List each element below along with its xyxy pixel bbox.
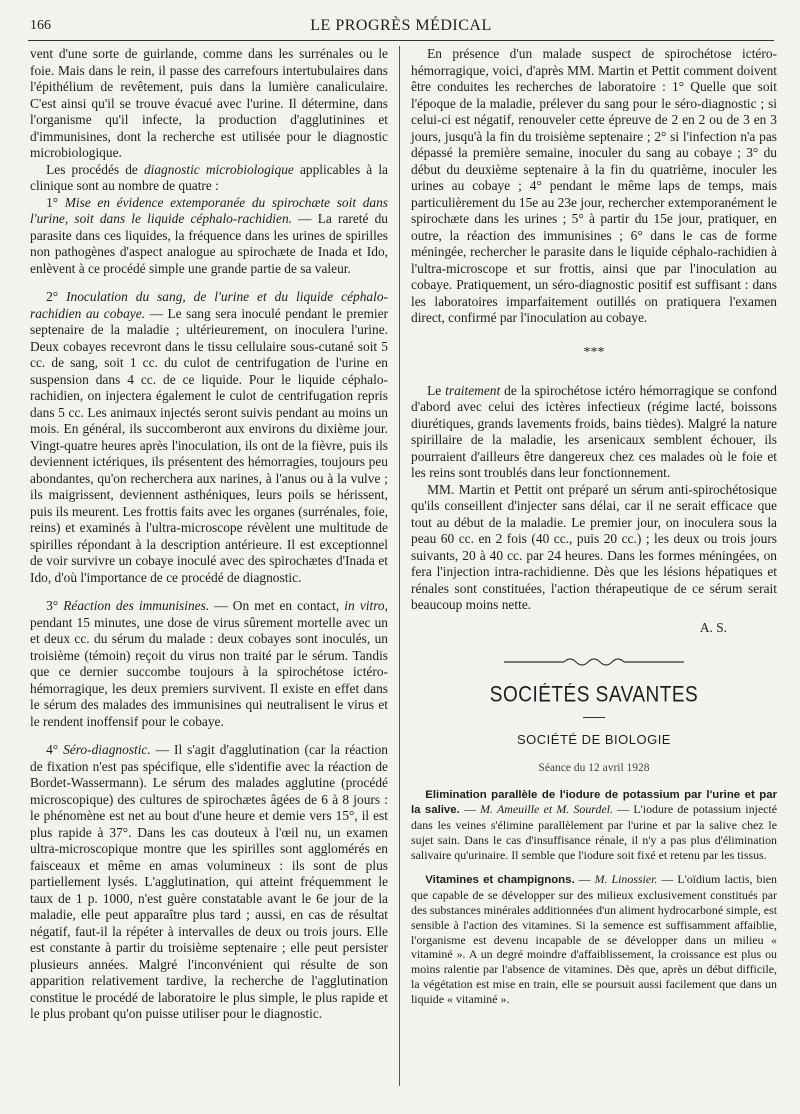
text: 2° bbox=[46, 289, 67, 304]
paragraph bbox=[30, 289, 388, 586]
page-number: 166 bbox=[30, 18, 51, 33]
paragraph bbox=[30, 742, 388, 1023]
text: 4° bbox=[46, 742, 64, 757]
abstract-authors: M. Linossier. bbox=[594, 872, 658, 887]
paragraph: vent d'une sorte de guirlande, comme dans les surrénales ou le foie. Mais dans le rein, il passe des carrefours intertubulaires dans l'épithélium de revêtement, puis dans la lumière canaliculaire. C'est ainsi qu'il se trouve évacué avec l'urine. Il détermine, dans l'organisme qu'il infecte, la production d'agglutinines et d'immunisines, dont la recherche est utilisée pour le diagnostic microbiologique. bbox=[30, 46, 388, 160]
paragraph bbox=[30, 598, 388, 730]
emphasis: Inoculation du sang, de l'urine et du liquide céphalo-rachidien au cobaye. bbox=[30, 289, 388, 321]
text: 3° bbox=[46, 598, 64, 613]
right-column bbox=[411, 46, 777, 1007]
abstract-text: — L'oïdium lactis, bien que capable de se développer sur des milieux exclusivement constitués par des substances minérales additionnées d'un aliment hydrocarboné simple, est sensible à l'action des vitamines. Si la semence est suffisamment affaiblie, l'organisme est devenu incapable de se développer dans un milieu « vitaminé ». A un degré moindre d'affaiblissement, la croissance est plus ou moins ralentie par l'absence de vitamines. Dès que, après un début difficile, la végétation est mise en train, elle se poursuit aussi facilement que dans un liquide « vitaminé ». bbox=[411, 872, 778, 1006]
abstract-title: Vitamines et champignons. bbox=[425, 874, 575, 887]
society-title: SOCIÉTÉ DE BIOLOGIE bbox=[517, 731, 671, 747]
emphasis: diagnostic microbiologique bbox=[143, 161, 294, 177]
emphasis: Réaction des immunisines. bbox=[63, 598, 210, 613]
emphasis: Séro-diagnostic. bbox=[63, 742, 151, 757]
text: — Il s'agit d'agglutination (car la réaction de fixation n'est pas spécifique, elle s'identifie avec la réaction de Bordet-Wassermann). Le sérum des malades agglutine (procédé microscopique) des cultures de spirochætes âgées de 6 à 8 jours : le phénomène est net au bout d'une heure et demie vers 15°, il est plus rapide à 37°. Dans les cas douteux à l'œil nu, un examen ultra-microscopique montre que les spirilles sont agglomérés en faisceaux et même en amas volumineux : ils sont de plus partiellement lysés. L'agglutination, qui atteint fréquemment le taux de 1 p. 1000, n'est guère constatable avant le 6e jour de la maladie, elle peut apparaître plus tard ; aussi, en cas de résultat négatif, faut-il la répéter à intervalles de deux ou trois jours. Elle est constante à partir du troisième septenaire ; elle peut persister plusieurs années. Malgré l'inconvénient qui résulte de son apparition relativement tardive, la recherche de l'agglutination constitue le procédé de laboratoire le plus simple, le plus rapide et le plus probant qu'on puisse utiliser pour le diagnostic. bbox=[30, 742, 388, 1021]
abstract: Vitamines et champignons. — M. Linossier. — L'oïdium lactis, bien que capable de se développer sur des milieux exclusivement constitués par des substances minérales additionnées d'un aliment hydrocarboné simple, est sensible à l'action des vitamines. Si la semence est suffisamment affaiblie, l'organisme est devenu incapable de se développer dans un milieu « vitaminé ». A un degré moindre d'affaiblissement, la croissance est plus ou moins ralentie par l'absence de vitamines. Dès que, après un début difficile, la végétation est mise en train, elle se poursuit aussi facilement que dans un liquide « vitaminé ». bbox=[411, 872, 778, 1006]
text: — On met en contact, bbox=[209, 598, 345, 613]
abstract-text: — L'iodure de potassium injecté dans les veines s'élimine parallèlement par l'urine et par la salive chez le sujet sain. Dans le cas d'insuffisance rénale, il n'y a pas plus d'élimination salivaire qu'urinaire. Il semble que l'iodure soit fixé et retenu par les tissus. bbox=[411, 802, 777, 862]
text: — Le sang sera inoculé pendant le premier septenaire de la maladie ; ultérieurement, on inoculera l'urine. Deux cobayes recevront dans le tissu cellulaire sous-cutané soit 5 cc. de sang, soit 1 cc. du culot de centrifugation de l'urine en suspension dans 4 cc. de ce liquide. Pour le liquide céphalo-rachidien, on injectera également le culot de centrifugation repris dans 5 cc. Les animaux injectés seront suivis pendant au moins un mois. En général, ils succomberont aux environs du dixième jour. Vingt-quatre heures après l'inoculation, ils ont de la fièvre, puis ils deviennent ictériques, ils présentent des hémorragies, toujours peu abondantes, qu'on recherchera aux narines, à l'anus ou à la vulve ; ils maigrissent, deviennent asthéniques, leurs poils se hérissent, puis ils meurent. Les frottis faits avec les organes (surrénales, foie, reins) et examinés à l'ultra-microscope révèlent une multitude de spirilles répondant à la description antérieure. Il est exceptionnel de voir survivre un cobaye inoculé avec des spirochætes d'Inada et Ido, d'où l'importance de ce procédé de diagnostic. bbox=[30, 305, 389, 585]
abstract: Elimination parallèle de l'iodure de potassium par l'urine et par la salive. — M. Ameuille et M. Sourdel. — L'iodure de potassium injecté dans les veines s'élimine parallèlement par l'urine et par la salive chez le sujet sain. Dans le cas d'insuffisance rénale, il n'y a pas plus d'élimination salivaire qu'urinaire. Il semble que l'iodure soit fixé et retenu par les tissus. bbox=[411, 788, 777, 862]
header-rule bbox=[28, 40, 774, 41]
emphasis: in vitro bbox=[344, 598, 385, 613]
proceedings bbox=[411, 787, 777, 1007]
text: applicables à la clinique sont au nombre de quatre : bbox=[30, 161, 388, 193]
journal-title: LE PROGRÈS MÉDICAL bbox=[310, 17, 492, 34]
left-column bbox=[30, 46, 388, 1023]
abstract-authors: M. Ameuille et M. Sourdel. bbox=[480, 802, 613, 817]
paragraph: En présence d'un malade suspect de spirochétose ictéro-hémorragique, voici, d'après MM. Martin et Pettit comment doivent être conduites les recherches de laboratoire : 1° Quelle que soit l'époque de la maladie, prélever du sang pour le séro-diagnostic ; si celui-ci est négatif, renouveler cette épreuve de 2 en 2 ou de 3 en 3 jours, jusqu'à la fin du troisième septenaire ; 2° si l'infection n'a pas dépassé la première semaine, inoculer du sang au cobaye ; 3° du début du deuxième septenaire à la fin du quatrième, inoculer les urines au cobaye ; 4° pendant le même laps de temps, mais particulièrement du 15e au 23e jour, rechercher extemporanément le spirochæte dans les urines ; 5° à partir du 15e jour, pratiquer, en outre, la réaction des immunisines ; 6° dans le cas de forme méningée, rechercher le parasite dans le liquide céphalo-rachidien à l'ultra-microscope et sur frottis, ainsi que par l'inoculation au cobaye. Pratiquement, un séro-diagnostic positif est suffisant : dans les laboratoires imparfaitement outillés on pratiquera l'examen direct, confirmé par l'inoculation au cobaye. bbox=[411, 46, 777, 325]
short-rule bbox=[583, 717, 605, 718]
session-date: Séance du 12 avril 1928 bbox=[538, 762, 650, 774]
text: de la spirochétose ictéro hémorragique se confond d'abord avec celui des ictères infectieux (régime lacté, boissons diurétiques, grands lavements froids, bains tièdes). Malgré la nature spirillaire de la maladie, les arsenicaux semblent échouer, ils pourraient d'ailleurs être dangereux chez ces malades où le foie et les reins sont troublés dans leur fonctionnement. bbox=[411, 382, 777, 480]
emphasis: Mise en évidence extemporanée du spirochæte soit dans l'urine, soit dans le liquide céphalo-rachidien. bbox=[30, 194, 388, 226]
ornament-divider bbox=[504, 656, 684, 668]
paragraph bbox=[30, 195, 388, 278]
text: — La rareté du parasite dans ces liquides, la fréquence dans les urines de spirilles non pathogènes d'aspect analogue au spirochæte de Inada et Ido, enlèvent à ce procédé simple une grande partie de sa valeur. bbox=[30, 211, 388, 276]
paragraph bbox=[30, 162, 388, 195]
section-title: SOCIÉTÉS SAVANTES bbox=[489, 683, 699, 708]
author-signature: A. S. bbox=[699, 619, 727, 635]
text: Les procédés de bbox=[46, 161, 144, 177]
text: , pendant 15 minutes, une dose de virus sûrement mortelle avec un et deux cc. du sérum du malade : deux cobayes sont inoculés, un troisième (témoin) reçoit du virus non traité par le sérum. Tandis que ce dernier succombe toujours à la spirochétose ictéro-hémorragique, les deux premiers survivent. Il existe en effet dans le sérum des malades des immunisines qui neutralisent le virus et le rendent inoffensif pour le cobaye. bbox=[30, 598, 388, 729]
column-divider bbox=[399, 46, 400, 1086]
paragraph bbox=[411, 383, 777, 482]
section-separator-stars: *** bbox=[583, 344, 605, 360]
text: Le bbox=[427, 382, 446, 398]
emphasis: traitement bbox=[445, 382, 501, 398]
page-header bbox=[30, 16, 772, 40]
paragraph: MM. Martin et Pettit ont préparé un sérum anti-spirochétosique qu'ils conseillent d'injecter sans délai, car il ne serait efficace que tout au début de la maladie. Le premier jour, on inoculera sous la peau 60 cc. en 2 fois (40 cc., puis 20 cc.) ; les deux ou trois jours suivants, 20 à 40 cc. par 24 heures. Dans les formes méningées, on fera l'injection intra-rachidienne. Dès que les lésions hépatiques et rénales sont constituées, l'action thérapeutique de ce sérum serait beaucoup moins nette. bbox=[411, 481, 777, 612]
abstract-title: Elimination parallèle de l'iodure de potassium par l'urine et par la salive. bbox=[411, 788, 777, 817]
text: 1° bbox=[46, 194, 65, 210]
